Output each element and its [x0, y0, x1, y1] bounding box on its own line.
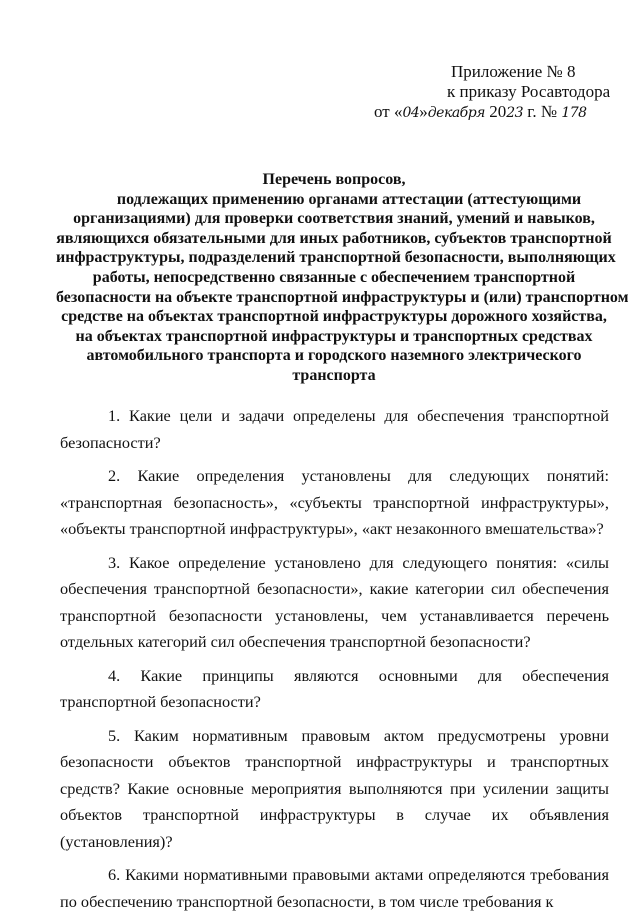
title-line: средстве на объектах транспортной инфраструктуры дорожного хозяйства,	[61, 308, 607, 326]
title-line: организациями) для проверки соответствия знаний, умений и навыков,	[73, 210, 595, 228]
order-number-handwritten: 178	[561, 105, 587, 121]
title-line: на объектах транспортной инфраструктуры и транспортных средствах	[75, 327, 593, 345]
date-year-handwritten: 23	[506, 105, 524, 121]
question-4: 4. Какие принципы являются основными для обеспечения транспортной безопасности?	[60, 665, 609, 711]
title-line: безопасности на объекте транспортной инфраструктуры и (или) транспортном	[56, 288, 629, 306]
order-reference: к приказу Росавтодора	[447, 82, 611, 101]
title-line: автомобильного транспорта и городского наземного электрического	[86, 347, 582, 365]
title-line: подлежащих применению органами аттестации (аттестующими	[116, 190, 582, 208]
title-line: работы, непосредственно связанные с обеспечением транспортной	[92, 268, 576, 286]
questions-list	[60, 403, 609, 921]
document-title	[56, 170, 629, 386]
title-line: Перечень вопросов,	[262, 171, 406, 188]
date-prefix: от «	[374, 102, 403, 121]
date-month-handwritten: декабря	[427, 105, 485, 121]
title-line: инфраструктуры, подразделений транспортной безопасности, выполняющих	[56, 249, 616, 267]
question-2: 2. Какие определения установлены для следующих понятий: «транспортная безопасность», «субъекты транспортной инфраструктуры», «объекты транспортной инфраструктуры», «акт незаконного вмешательства»?	[60, 466, 609, 538]
appendix-header	[374, 62, 624, 123]
title-line: транспорта	[292, 366, 376, 384]
question-6: 6. Какими нормативными правовыми актами определяются требования по обеспечению транспортной безопасности, в том числе требования к	[60, 865, 609, 911]
appendix-number: Приложение № 8	[451, 62, 576, 81]
title-line: являющихся обязательными для иных работников, субъектов транспортной	[56, 229, 612, 247]
question-1: 1. Какие цели и задачи определены для обеспечения транспортной безопасности?	[60, 406, 609, 452]
question-3: 3. Какое определение установлено для следующего понятия: «силы обеспечения транспортной безопасности», какие категории сил обеспечения транспортной безопасности установлены, чем устанавливается перечень отдельных категорий сил обеспечения транспортной безопасности?	[60, 552, 609, 651]
date-suffix: г. №	[523, 102, 562, 121]
date-day-handwritten: 04	[402, 105, 420, 121]
date-mid: »	[419, 102, 428, 121]
date-year-prefix: 20	[484, 102, 507, 121]
question-5: 5. Каким нормативным правовым актом предусмотрены уровни безопасности объектов транспортной инфраструктуры и транспортных средств? Какие основные мероприятия выполняются при усилении защиты объектов транспортной инфраструктуры в случае их объявления (установления)?	[60, 725, 609, 851]
order-date-line	[374, 102, 624, 123]
